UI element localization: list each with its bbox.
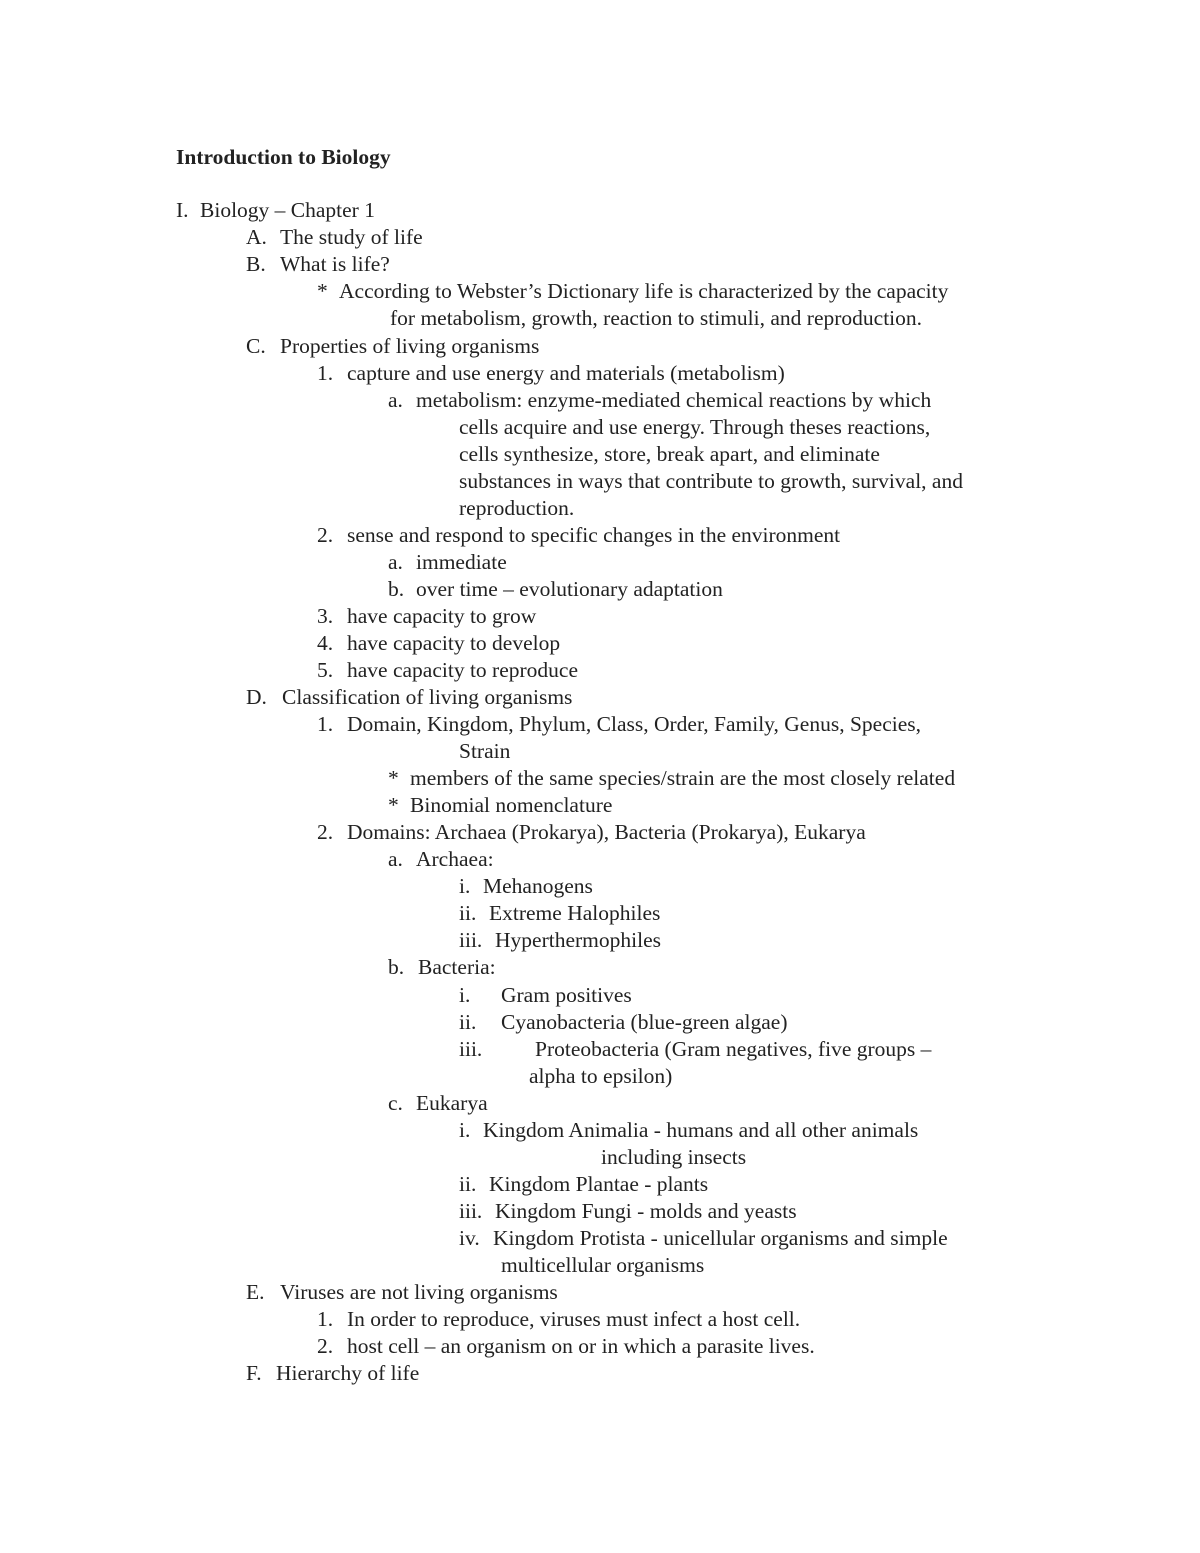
document-title: Introduction to Biology	[176, 145, 391, 169]
outline-marker: 4.	[317, 631, 334, 655]
outline-marker: 2.	[317, 820, 334, 844]
outline-text: Domains: Archaea (Prokarya), Bacteria (Prokarya), Eukarya	[347, 820, 866, 844]
outline-text: Archaea:	[416, 847, 494, 871]
outline-marker: b.	[388, 955, 405, 979]
outline-marker: iii.	[459, 928, 483, 952]
outline-text: Kingdom Plantae - plants	[489, 1172, 709, 1196]
outline-marker: *	[388, 793, 399, 817]
outline-marker: ii.	[459, 1172, 477, 1196]
outline-marker: iii.	[459, 1199, 483, 1223]
outline-text: Kingdom Animalia - humans and all other animals	[483, 1118, 919, 1142]
outline-marker: D.	[246, 685, 267, 709]
outline-text: Viruses are not living organisms	[280, 1280, 558, 1304]
outline-marker: b.	[388, 577, 405, 601]
outline-marker: A.	[246, 225, 267, 249]
outline-marker: C.	[246, 334, 266, 358]
outline-text: cells acquire and use energy. Through theses reactions,	[459, 415, 931, 439]
outline-text: capture and use energy and materials (metabolism)	[347, 361, 785, 385]
outline-text: Kingdom Fungi - molds and yeasts	[495, 1199, 797, 1223]
outline-marker: a.	[388, 847, 403, 871]
outline-text: reproduction.	[459, 496, 575, 520]
outline-text: What is life?	[280, 252, 390, 276]
outline-text: The study of life	[280, 225, 423, 249]
outline-marker: F.	[246, 1361, 262, 1385]
outline-marker: 1.	[317, 1307, 334, 1331]
outline-text: alpha to epsilon)	[529, 1064, 673, 1088]
outline-text: Properties of living organisms	[280, 334, 540, 358]
outline-marker: *	[317, 279, 328, 303]
outline-text: Hyperthermophiles	[495, 928, 661, 952]
outline-text: Binomial nomenclature	[410, 793, 613, 817]
outline-text: have capacity to reproduce	[347, 658, 578, 682]
outline-marker: iii.	[459, 1037, 483, 1061]
outline-text: have capacity to develop	[347, 631, 561, 655]
outline-marker: I.	[176, 198, 189, 222]
outline-text: Proteobacteria (Gram negatives, five groups –	[535, 1037, 932, 1061]
outline-marker: E.	[246, 1280, 265, 1304]
outline-text: including insects	[601, 1145, 747, 1169]
outline-text: Kingdom Protista - unicellular organisms and simple	[493, 1226, 948, 1250]
outline-text: Cyanobacteria (blue-green algae)	[501, 1010, 788, 1034]
outline-marker: ii.	[459, 901, 477, 925]
outline-marker: ii.	[459, 1010, 477, 1034]
outline-text: Bacteria:	[418, 955, 496, 979]
outline-text: Strain	[459, 739, 511, 763]
outline-text: Hierarchy of life	[276, 1361, 420, 1385]
outline-marker: 2.	[317, 523, 334, 547]
outline-text: host cell – an organism on or in which a parasite lives.	[347, 1334, 815, 1358]
outline-text: have capacity to grow	[347, 604, 537, 628]
outline-text: Biology – Chapter 1	[200, 198, 375, 222]
outline-text: sense and respond to specific changes in the environment	[347, 523, 841, 547]
outline-marker: i.	[459, 1118, 471, 1142]
outline-marker: 3.	[317, 604, 334, 628]
outline-text: According to Webster’s Dictionary life is characterized by the capacity	[339, 279, 949, 303]
outline-text: metabolism: enzyme-mediated chemical reactions by which	[416, 388, 932, 412]
outline-text: Domain, Kingdom, Phylum, Class, Order, Family, Genus, Species,	[347, 712, 922, 736]
outline-marker: *	[388, 766, 399, 790]
outline-text: In order to reproduce, viruses must infect a host cell.	[347, 1307, 801, 1331]
outline-marker: a.	[388, 550, 403, 574]
outline-text: Gram positives	[501, 983, 632, 1007]
outline-text: cells synthesize, store, break apart, and eliminate	[459, 442, 880, 466]
outline-text: Extreme Halophiles	[489, 901, 661, 925]
outline-marker: 2.	[317, 1334, 334, 1358]
outline-marker: i.	[459, 983, 471, 1007]
outline-marker: 1.	[317, 361, 334, 385]
outline-text: over time – evolutionary adaptation	[416, 577, 723, 601]
outline-text: multicellular organisms	[501, 1253, 705, 1277]
outline-marker: 5.	[317, 658, 334, 682]
outline-text: immediate	[416, 550, 507, 574]
outline-text: substances in ways that contribute to growth, survival, and	[459, 469, 963, 493]
outline-marker: B.	[246, 252, 266, 276]
outline-marker: a.	[388, 388, 403, 412]
outline-text: members of the same species/strain are the most closely related	[410, 766, 956, 790]
outline-marker: 1.	[317, 712, 334, 736]
outline-text: Classification of living organisms	[282, 685, 573, 709]
outline-text: Eukarya	[416, 1091, 488, 1115]
outline-text: for metabolism, growth, reaction to stimuli, and reproduction.	[390, 306, 923, 330]
outline-marker: c.	[388, 1091, 403, 1115]
outline-marker: iv.	[459, 1226, 480, 1250]
outline-text: Mehanogens	[483, 874, 593, 898]
outline-marker: i.	[459, 874, 471, 898]
